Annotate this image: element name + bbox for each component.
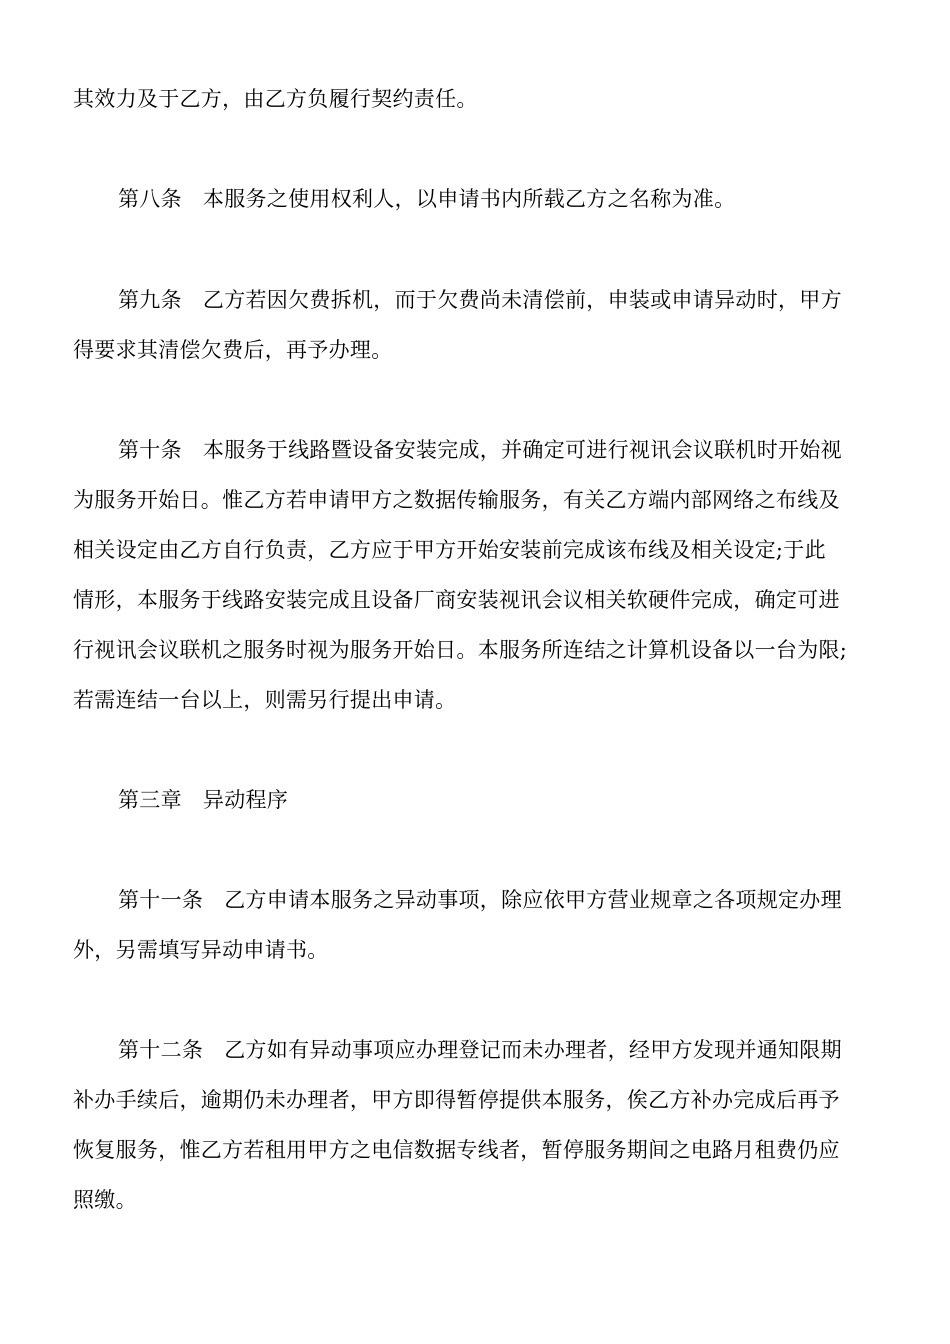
article-text: 得要求其清偿欠费后，再予办理。 [73,338,393,362]
article-text: 若需连结一台以上，则需另行提出申请。 [73,688,457,712]
article-10-line-1 [118,438,842,462]
article-text: 为服务开始日。惟乙方若申请甲方之数据传输服务，有关乙方端内部网络之布线及 [73,488,840,512]
article-11-line-2 [73,938,329,962]
article-text: 行视讯会议联机之服务时视为服务开始日。本服务所连结之计算机设备以一台为限; [73,638,848,662]
article-text: 乙方若因欠费拆机，而于欠费尚未清偿前，申装或申请异动时，甲方 [202,288,842,312]
article-text: 乙方申请本服务之异动事项，除应依甲方营业规章之各项规定办理 [224,888,842,912]
article-text: 恢复服务，惟乙方若租用甲方之电信数据专线者，暂停服务期间之电路月租费仍应 [73,1138,840,1162]
article-text: 情形，本服务于线路安装完成且设备厂商安装视讯会议相关软硬件完成，确定可进 [73,588,840,612]
article-text: 相关设定由乙方自行负责，乙方应于甲方开始安装前完成该布线及相关设定;于此 [73,538,826,562]
article-heading: 第十一条 [118,888,204,912]
article-text: 补办手续后，逾期仍未办理者，甲方即得暂停提供本服务，俟乙方补办完成后再予 [73,1088,840,1112]
article-text: 外，另需填写异动申请书。 [73,938,329,962]
article-12-line-4 [73,1188,137,1212]
article-text: 乙方如有异动事项应办理登记而未办理者，经甲方发现并通知限期 [224,1038,842,1062]
article-9-line-2 [73,338,393,362]
article-12-line-3 [73,1138,840,1162]
chapter-title: 异动程序 [202,788,289,812]
article-heading: 第九条 [118,288,182,312]
chapter-heading [118,788,288,812]
article-8 [118,187,735,211]
article-10-line-2 [73,488,840,512]
article-12-line-1 [118,1038,842,1062]
article-9-line-1 [118,288,842,312]
article-text: 本服务于线路暨设备安装完成，并确定可进行视讯会议联机时开始视 [202,438,842,462]
paragraph-continuation [73,87,478,111]
article-10-line-3 [73,538,826,562]
article-10-line-6 [73,688,456,712]
article-heading: 第八条 [118,187,182,211]
chapter-number: 第三章 [118,788,182,812]
article-text: 本服务之使用权利人，以申请书内所载乙方之名称为准。 [202,187,736,211]
article-11-line-1 [118,888,842,912]
article-heading: 第十二条 [118,1038,204,1062]
article-text: 照缴。 [73,1188,137,1212]
article-12-line-2 [73,1088,840,1112]
article-heading: 第十条 [118,438,182,462]
article-10-line-4 [73,588,840,612]
article-10-line-5 [73,638,847,662]
paragraph-text: 其效力及于乙方，由乙方负履行契约责任。 [73,87,478,111]
